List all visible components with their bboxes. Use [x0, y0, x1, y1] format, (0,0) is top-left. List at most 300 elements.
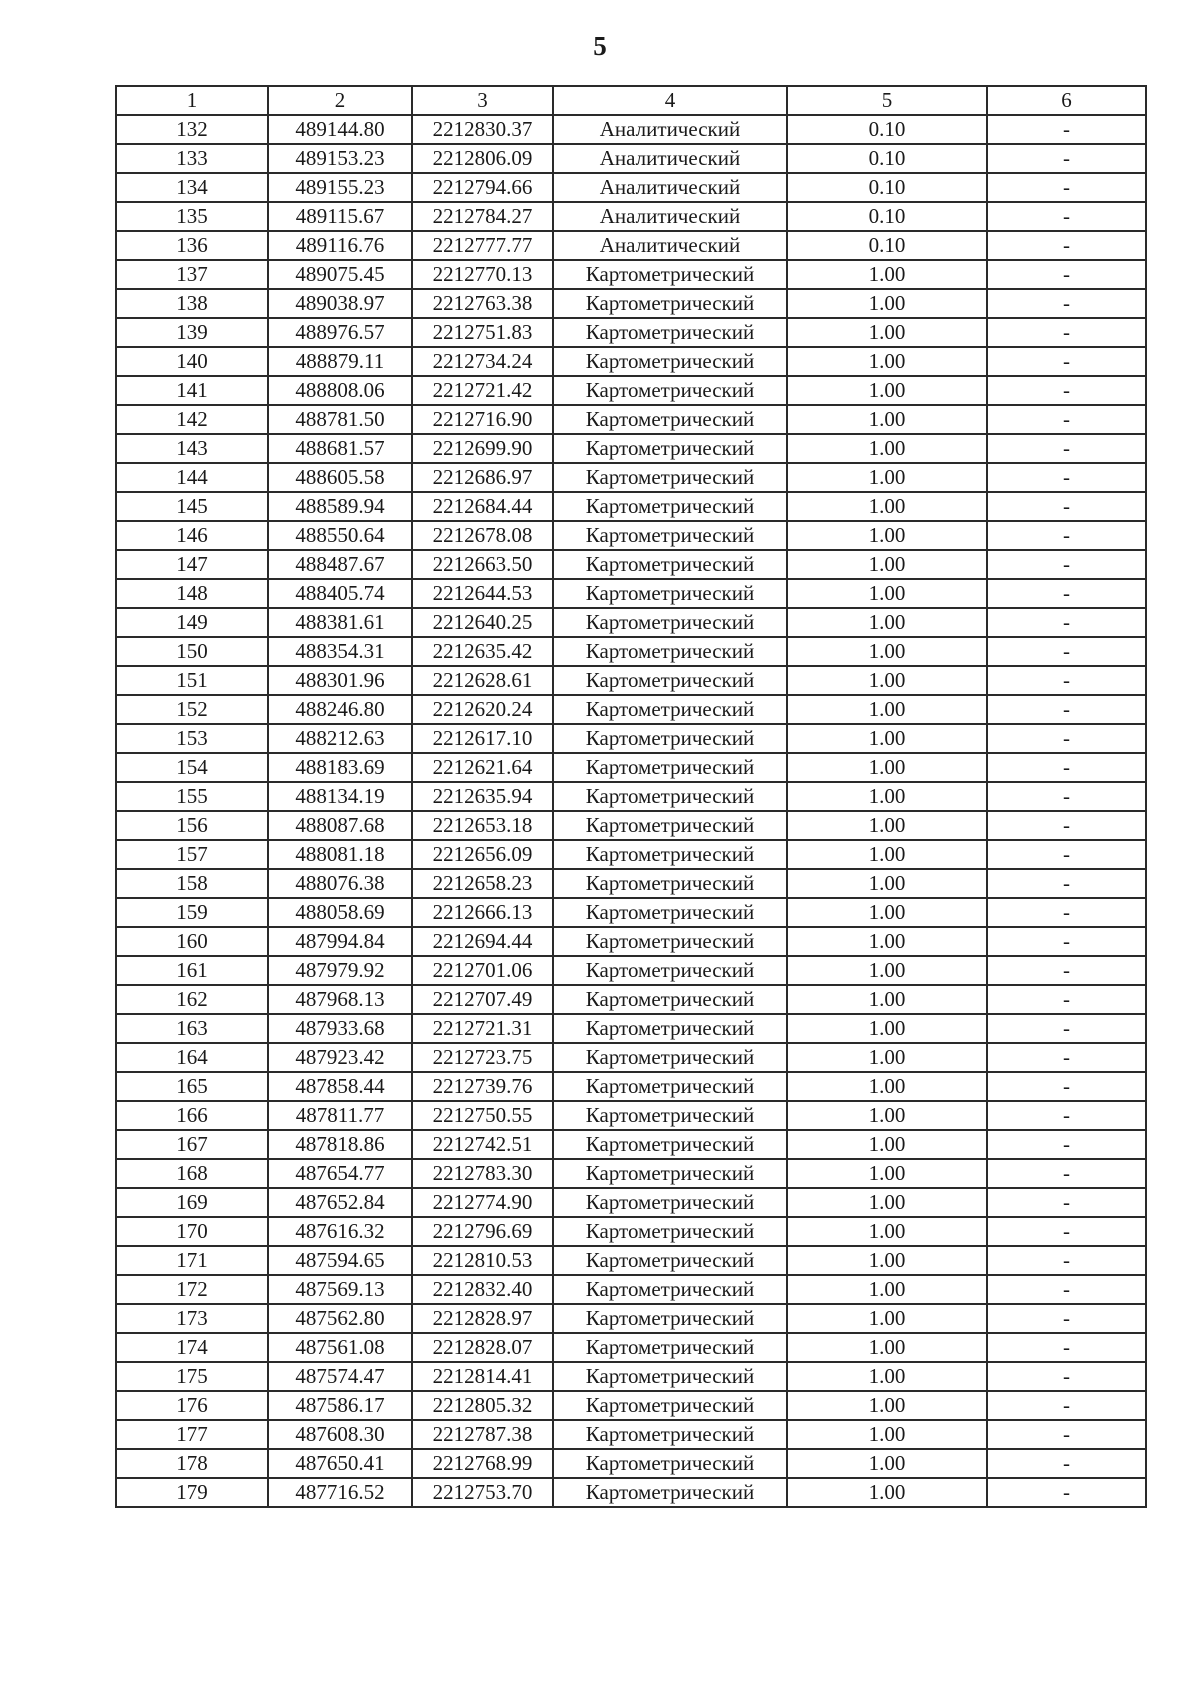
point-number-cell: 143	[116, 434, 268, 463]
description-cell: -	[987, 1014, 1146, 1043]
y-coordinate-cell: 2212678.08	[412, 521, 553, 550]
method-cell: Картометрический	[553, 1188, 787, 1217]
y-coordinate-cell: 2212753.70	[412, 1478, 553, 1507]
point-number-cell: 142	[116, 405, 268, 434]
point-number-cell: 158	[116, 869, 268, 898]
accuracy-cell: 1.00	[787, 318, 987, 347]
y-coordinate-cell: 2212770.13	[412, 260, 553, 289]
method-cell: Картометрический	[553, 608, 787, 637]
y-coordinate-cell: 2212774.90	[412, 1188, 553, 1217]
y-coordinate-cell: 2212806.09	[412, 144, 553, 173]
accuracy-cell: 1.00	[787, 811, 987, 840]
y-coordinate-cell: 2212832.40	[412, 1275, 553, 1304]
description-cell: -	[987, 260, 1146, 289]
y-coordinate-cell: 2212768.99	[412, 1449, 553, 1478]
x-coordinate-cell: 487561.08	[268, 1333, 412, 1362]
accuracy-cell: 1.00	[787, 1217, 987, 1246]
method-cell: Картометрический	[553, 637, 787, 666]
accuracy-cell: 1.00	[787, 405, 987, 434]
accuracy-cell: 1.00	[787, 579, 987, 608]
description-cell: -	[987, 405, 1146, 434]
description-cell: -	[987, 1072, 1146, 1101]
method-cell: Картометрический	[553, 666, 787, 695]
table-row	[116, 898, 1146, 927]
x-coordinate-cell: 489155.23	[268, 173, 412, 202]
point-number-cell: 134	[116, 173, 268, 202]
x-coordinate-cell: 487586.17	[268, 1391, 412, 1420]
point-number-cell: 166	[116, 1101, 268, 1130]
description-cell: -	[987, 173, 1146, 202]
table-row	[116, 985, 1146, 1014]
method-cell: Картометрический	[553, 695, 787, 724]
table-row	[116, 753, 1146, 782]
point-number-cell: 146	[116, 521, 268, 550]
y-coordinate-cell: 2212723.75	[412, 1043, 553, 1072]
y-coordinate-cell: 2212777.77	[412, 231, 553, 260]
coordinates-table	[115, 85, 1147, 1508]
method-cell: Картометрический	[553, 579, 787, 608]
page-number: 5	[593, 31, 607, 61]
point-number-cell: 145	[116, 492, 268, 521]
description-cell: -	[987, 956, 1146, 985]
method-cell: Картометрический	[553, 1101, 787, 1130]
description-cell: -	[987, 1101, 1146, 1130]
table-row	[116, 1014, 1146, 1043]
column-header-6: 6	[987, 86, 1146, 115]
x-coordinate-cell: 487569.13	[268, 1275, 412, 1304]
table-row	[116, 231, 1146, 260]
y-coordinate-cell: 2212620.24	[412, 695, 553, 724]
method-cell: Аналитический	[553, 144, 787, 173]
method-cell: Картометрический	[553, 869, 787, 898]
accuracy-cell: 1.00	[787, 1043, 987, 1072]
x-coordinate-cell: 487968.13	[268, 985, 412, 1014]
description-cell: -	[987, 463, 1146, 492]
point-number-cell: 162	[116, 985, 268, 1014]
method-cell: Картометрический	[553, 260, 787, 289]
method-cell: Картометрический	[553, 1391, 787, 1420]
table-row	[116, 1072, 1146, 1101]
x-coordinate-cell: 489144.80	[268, 115, 412, 144]
table-row	[116, 550, 1146, 579]
method-cell: Картометрический	[553, 753, 787, 782]
y-coordinate-cell: 2212653.18	[412, 811, 553, 840]
y-coordinate-cell: 2212640.25	[412, 608, 553, 637]
y-coordinate-cell: 2212751.83	[412, 318, 553, 347]
description-cell: -	[987, 144, 1146, 173]
table-row	[116, 579, 1146, 608]
accuracy-cell: 1.00	[787, 1275, 987, 1304]
accuracy-cell: 1.00	[787, 666, 987, 695]
point-number-cell: 159	[116, 898, 268, 927]
method-cell: Картометрический	[553, 811, 787, 840]
y-coordinate-cell: 2212716.90	[412, 405, 553, 434]
accuracy-cell: 1.00	[787, 550, 987, 579]
description-cell: -	[987, 840, 1146, 869]
y-coordinate-cell: 2212621.64	[412, 753, 553, 782]
table-row	[116, 463, 1146, 492]
y-coordinate-cell: 2212810.53	[412, 1246, 553, 1275]
description-cell: -	[987, 1246, 1146, 1275]
y-coordinate-cell: 2212656.09	[412, 840, 553, 869]
point-number-cell: 174	[116, 1333, 268, 1362]
method-cell: Картометрический	[553, 1362, 787, 1391]
table-row	[116, 869, 1146, 898]
x-coordinate-cell: 487574.47	[268, 1362, 412, 1391]
description-cell: -	[987, 434, 1146, 463]
point-number-cell: 171	[116, 1246, 268, 1275]
table-row	[116, 1275, 1146, 1304]
description-cell: -	[987, 376, 1146, 405]
table-row	[116, 666, 1146, 695]
description-cell: -	[987, 1478, 1146, 1507]
description-cell: -	[987, 724, 1146, 753]
method-cell: Аналитический	[553, 115, 787, 144]
point-number-cell: 155	[116, 782, 268, 811]
x-coordinate-cell: 488605.58	[268, 463, 412, 492]
description-cell: -	[987, 202, 1146, 231]
x-coordinate-cell: 488301.96	[268, 666, 412, 695]
x-coordinate-cell: 488381.61	[268, 608, 412, 637]
method-cell: Картометрический	[553, 1043, 787, 1072]
description-cell: -	[987, 1362, 1146, 1391]
description-cell: -	[987, 666, 1146, 695]
description-cell: -	[987, 782, 1146, 811]
y-coordinate-cell: 2212784.27	[412, 202, 553, 231]
y-coordinate-cell: 2212796.69	[412, 1217, 553, 1246]
method-cell: Картометрический	[553, 318, 787, 347]
x-coordinate-cell: 487818.86	[268, 1130, 412, 1159]
y-coordinate-cell: 2212666.13	[412, 898, 553, 927]
table-row	[116, 637, 1146, 666]
x-coordinate-cell: 488589.94	[268, 492, 412, 521]
y-coordinate-cell: 2212783.30	[412, 1159, 553, 1188]
description-cell: -	[987, 521, 1146, 550]
method-cell: Картометрический	[553, 1130, 787, 1159]
table-row	[116, 811, 1146, 840]
accuracy-cell: 1.00	[787, 724, 987, 753]
table-row	[116, 956, 1146, 985]
x-coordinate-cell: 488087.68	[268, 811, 412, 840]
method-cell: Картометрический	[553, 376, 787, 405]
x-coordinate-cell: 488808.06	[268, 376, 412, 405]
point-number-cell: 173	[116, 1304, 268, 1333]
description-cell: -	[987, 1188, 1146, 1217]
table-row	[116, 1217, 1146, 1246]
description-cell: -	[987, 1275, 1146, 1304]
x-coordinate-cell: 489116.76	[268, 231, 412, 260]
accuracy-cell: 0.10	[787, 231, 987, 260]
y-coordinate-cell: 2212828.97	[412, 1304, 553, 1333]
x-coordinate-cell: 487650.41	[268, 1449, 412, 1478]
point-number-cell: 176	[116, 1391, 268, 1420]
table-row	[116, 1304, 1146, 1333]
y-coordinate-cell: 2212684.44	[412, 492, 553, 521]
table-body	[116, 115, 1146, 1507]
point-number-cell: 167	[116, 1130, 268, 1159]
description-cell: -	[987, 115, 1146, 144]
accuracy-cell: 1.00	[787, 521, 987, 550]
point-number-cell: 144	[116, 463, 268, 492]
description-cell: -	[987, 811, 1146, 840]
accuracy-cell: 1.00	[787, 289, 987, 318]
method-cell: Картометрический	[553, 1478, 787, 1507]
accuracy-cell: 1.00	[787, 898, 987, 927]
table-row	[116, 347, 1146, 376]
table-row	[116, 927, 1146, 956]
table-row	[116, 376, 1146, 405]
accuracy-cell: 1.00	[787, 695, 987, 724]
description-cell: -	[987, 1449, 1146, 1478]
x-coordinate-cell: 488550.64	[268, 521, 412, 550]
accuracy-cell: 1.00	[787, 376, 987, 405]
x-coordinate-cell: 487652.84	[268, 1188, 412, 1217]
method-cell: Аналитический	[553, 231, 787, 260]
description-cell: -	[987, 347, 1146, 376]
method-cell: Картометрический	[553, 492, 787, 521]
method-cell: Картометрический	[553, 1217, 787, 1246]
x-coordinate-cell: 487562.80	[268, 1304, 412, 1333]
method-cell: Картометрический	[553, 521, 787, 550]
accuracy-cell: 1.00	[787, 1014, 987, 1043]
description-cell: -	[987, 1420, 1146, 1449]
accuracy-cell: 1.00	[787, 1188, 987, 1217]
method-cell: Аналитический	[553, 202, 787, 231]
method-cell: Картометрический	[553, 724, 787, 753]
x-coordinate-cell: 487616.32	[268, 1217, 412, 1246]
table-row	[116, 405, 1146, 434]
accuracy-cell: 0.10	[787, 202, 987, 231]
table-row	[116, 608, 1146, 637]
accuracy-cell: 1.00	[787, 1130, 987, 1159]
point-number-cell: 149	[116, 608, 268, 637]
x-coordinate-cell: 489153.23	[268, 144, 412, 173]
point-number-cell: 139	[116, 318, 268, 347]
accuracy-cell: 1.00	[787, 1391, 987, 1420]
y-coordinate-cell: 2212805.32	[412, 1391, 553, 1420]
description-cell: -	[987, 1043, 1146, 1072]
point-number-cell: 156	[116, 811, 268, 840]
point-number-cell: 136	[116, 231, 268, 260]
accuracy-cell: 1.00	[787, 1304, 987, 1333]
point-number-cell: 135	[116, 202, 268, 231]
point-number-cell: 153	[116, 724, 268, 753]
method-cell: Картометрический	[553, 1072, 787, 1101]
table-row	[116, 1478, 1146, 1507]
x-coordinate-cell: 488134.19	[268, 782, 412, 811]
table-row	[116, 318, 1146, 347]
point-number-cell: 178	[116, 1449, 268, 1478]
point-number-cell: 177	[116, 1420, 268, 1449]
accuracy-cell: 0.10	[787, 173, 987, 202]
accuracy-cell: 1.00	[787, 1333, 987, 1362]
table-header-row	[116, 86, 1146, 115]
table-row	[116, 1246, 1146, 1275]
x-coordinate-cell: 488976.57	[268, 318, 412, 347]
method-cell: Картометрический	[553, 898, 787, 927]
y-coordinate-cell: 2212644.53	[412, 579, 553, 608]
y-coordinate-cell: 2212635.94	[412, 782, 553, 811]
point-number-cell: 163	[116, 1014, 268, 1043]
description-cell: -	[987, 608, 1146, 637]
y-coordinate-cell: 2212721.31	[412, 1014, 553, 1043]
x-coordinate-cell: 487608.30	[268, 1420, 412, 1449]
y-coordinate-cell: 2212628.61	[412, 666, 553, 695]
y-coordinate-cell: 2212814.41	[412, 1362, 553, 1391]
description-cell: -	[987, 753, 1146, 782]
point-number-cell: 154	[116, 753, 268, 782]
method-cell: Картометрический	[553, 289, 787, 318]
description-cell: -	[987, 927, 1146, 956]
point-number-cell: 133	[116, 144, 268, 173]
table-row	[116, 492, 1146, 521]
accuracy-cell: 1.00	[787, 1072, 987, 1101]
method-cell: Картометрический	[553, 1246, 787, 1275]
y-coordinate-cell: 2212721.42	[412, 376, 553, 405]
table-row	[116, 434, 1146, 463]
accuracy-cell: 1.00	[787, 1362, 987, 1391]
method-cell: Картометрический	[553, 985, 787, 1014]
column-header-2: 2	[268, 86, 412, 115]
x-coordinate-cell: 488781.50	[268, 405, 412, 434]
y-coordinate-cell: 2212828.07	[412, 1333, 553, 1362]
x-coordinate-cell: 488212.63	[268, 724, 412, 753]
point-number-cell: 137	[116, 260, 268, 289]
point-number-cell: 152	[116, 695, 268, 724]
method-cell: Картометрический	[553, 434, 787, 463]
description-cell: -	[987, 1130, 1146, 1159]
accuracy-cell: 1.00	[787, 753, 987, 782]
method-cell: Картометрический	[553, 405, 787, 434]
point-number-cell: 148	[116, 579, 268, 608]
method-cell: Картометрический	[553, 347, 787, 376]
accuracy-cell: 1.00	[787, 637, 987, 666]
table-row	[116, 1449, 1146, 1478]
x-coordinate-cell: 489038.97	[268, 289, 412, 318]
method-cell: Картометрический	[553, 1275, 787, 1304]
y-coordinate-cell: 2212699.90	[412, 434, 553, 463]
column-header-3: 3	[412, 86, 553, 115]
x-coordinate-cell: 488246.80	[268, 695, 412, 724]
description-cell: -	[987, 289, 1146, 318]
column-header-4: 4	[553, 86, 787, 115]
point-number-cell: 138	[116, 289, 268, 318]
y-coordinate-cell: 2212794.66	[412, 173, 553, 202]
y-coordinate-cell: 2212658.23	[412, 869, 553, 898]
point-number-cell: 170	[116, 1217, 268, 1246]
method-cell: Картометрический	[553, 1159, 787, 1188]
y-coordinate-cell: 2212617.10	[412, 724, 553, 753]
description-cell: -	[987, 1333, 1146, 1362]
x-coordinate-cell: 487811.77	[268, 1101, 412, 1130]
x-coordinate-cell: 488487.67	[268, 550, 412, 579]
accuracy-cell: 1.00	[787, 1101, 987, 1130]
table-row	[116, 115, 1146, 144]
y-coordinate-cell: 2212787.38	[412, 1420, 553, 1449]
table-row	[116, 1159, 1146, 1188]
x-coordinate-cell: 487654.77	[268, 1159, 412, 1188]
table-row	[116, 1043, 1146, 1072]
point-number-cell: 175	[116, 1362, 268, 1391]
method-cell: Картометрический	[553, 1420, 787, 1449]
description-cell: -	[987, 1217, 1146, 1246]
table-row	[116, 724, 1146, 753]
y-coordinate-cell: 2212635.42	[412, 637, 553, 666]
accuracy-cell: 1.00	[787, 492, 987, 521]
accuracy-cell: 1.00	[787, 260, 987, 289]
point-number-cell: 132	[116, 115, 268, 144]
table-row	[116, 1333, 1146, 1362]
x-coordinate-cell: 488354.31	[268, 637, 412, 666]
table-row	[116, 695, 1146, 724]
accuracy-cell: 1.00	[787, 927, 987, 956]
method-cell: Картометрический	[553, 463, 787, 492]
accuracy-cell: 1.00	[787, 1449, 987, 1478]
method-cell: Картометрический	[553, 1304, 787, 1333]
description-cell: -	[987, 231, 1146, 260]
y-coordinate-cell: 2212830.37	[412, 115, 553, 144]
method-cell: Картометрический	[553, 956, 787, 985]
accuracy-cell: 1.00	[787, 840, 987, 869]
point-number-cell: 179	[116, 1478, 268, 1507]
method-cell: Картометрический	[553, 840, 787, 869]
x-coordinate-cell: 488405.74	[268, 579, 412, 608]
description-cell: -	[987, 550, 1146, 579]
column-header-5: 5	[787, 86, 987, 115]
x-coordinate-cell: 488681.57	[268, 434, 412, 463]
point-number-cell: 164	[116, 1043, 268, 1072]
accuracy-cell: 1.00	[787, 956, 987, 985]
accuracy-cell: 0.10	[787, 144, 987, 173]
x-coordinate-cell: 487979.92	[268, 956, 412, 985]
point-number-cell: 168	[116, 1159, 268, 1188]
point-number-cell: 160	[116, 927, 268, 956]
method-cell: Картометрический	[553, 1333, 787, 1362]
method-cell: Картометрический	[553, 927, 787, 956]
table-row	[116, 1101, 1146, 1130]
method-cell: Картометрический	[553, 782, 787, 811]
description-cell: -	[987, 492, 1146, 521]
x-coordinate-cell: 487923.42	[268, 1043, 412, 1072]
y-coordinate-cell: 2212734.24	[412, 347, 553, 376]
y-coordinate-cell: 2212750.55	[412, 1101, 553, 1130]
accuracy-cell: 1.00	[787, 985, 987, 1014]
description-cell: -	[987, 318, 1146, 347]
y-coordinate-cell: 2212739.76	[412, 1072, 553, 1101]
table-row	[116, 260, 1146, 289]
accuracy-cell: 1.00	[787, 1420, 987, 1449]
table-row	[116, 782, 1146, 811]
x-coordinate-cell: 487716.52	[268, 1478, 412, 1507]
method-cell: Картометрический	[553, 1449, 787, 1478]
point-number-cell: 169	[116, 1188, 268, 1217]
column-header-1: 1	[116, 86, 268, 115]
table-row	[116, 1391, 1146, 1420]
x-coordinate-cell: 487994.84	[268, 927, 412, 956]
point-number-cell: 165	[116, 1072, 268, 1101]
accuracy-cell: 1.00	[787, 869, 987, 898]
x-coordinate-cell: 487858.44	[268, 1072, 412, 1101]
table-row	[116, 144, 1146, 173]
accuracy-cell: 1.00	[787, 347, 987, 376]
method-cell: Аналитический	[553, 173, 787, 202]
description-cell: -	[987, 695, 1146, 724]
x-coordinate-cell: 488183.69	[268, 753, 412, 782]
method-cell: Картометрический	[553, 1014, 787, 1043]
x-coordinate-cell: 487594.65	[268, 1246, 412, 1275]
accuracy-cell: 1.00	[787, 434, 987, 463]
accuracy-cell: 0.10	[787, 115, 987, 144]
